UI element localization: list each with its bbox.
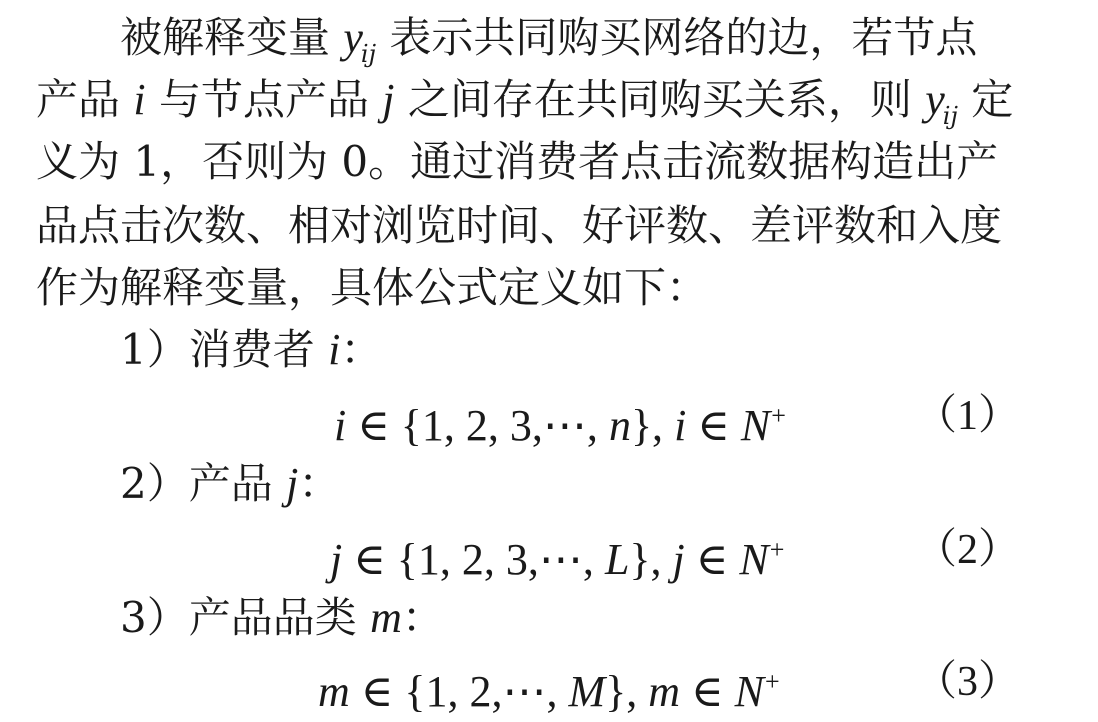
paragraph-line-2 xyxy=(36,70,1013,130)
eq-in: ∈ xyxy=(686,401,741,450)
var-m: m xyxy=(370,593,402,642)
eq-plus-superscript: + xyxy=(769,535,785,564)
eq-var: m xyxy=(318,667,350,716)
eq-set-last: n xyxy=(608,401,631,450)
text: 定 xyxy=(957,75,1014,124)
text: ： xyxy=(401,593,444,642)
subscript-ij: ij xyxy=(942,102,958,130)
eq-var: j xyxy=(330,535,343,584)
var-i: i xyxy=(328,325,341,374)
equation-1 xyxy=(334,386,786,450)
var-i: i xyxy=(133,75,146,124)
equation-2 xyxy=(330,520,785,584)
equation-number-3: （3） xyxy=(914,659,1020,705)
text: 产品 xyxy=(36,75,134,124)
eq-naturals: N xyxy=(739,535,769,584)
item-3-label xyxy=(120,588,444,648)
text: 被解释变量 xyxy=(120,13,344,62)
eq-plus-superscript: + xyxy=(764,667,780,696)
paragraph-line-1 xyxy=(120,8,977,68)
item-1-label xyxy=(120,320,382,380)
var-j: j xyxy=(382,75,395,124)
paragraph-line-3: 义为 1，否则为 0。通过消费者点击流数据构造出产 xyxy=(36,137,999,186)
eq-naturals: N xyxy=(734,667,764,716)
var-j: j xyxy=(286,459,299,508)
text: 1）消费者 xyxy=(120,325,329,374)
eq-set-close: }, xyxy=(605,667,649,716)
eq-set-close: }, xyxy=(630,401,675,450)
eq-set-open: ∈ {1, 2,⋯, xyxy=(349,667,569,716)
eq-in: ∈ xyxy=(680,667,735,716)
eq-set-close: }, xyxy=(629,535,673,584)
eq-var: i xyxy=(334,401,347,450)
text: 表示共同购买网络的边，若节点 xyxy=(376,13,978,62)
eq-set-last: L xyxy=(604,535,630,584)
eq-naturals: N xyxy=(740,401,771,450)
var-y: y xyxy=(925,75,945,124)
equation-3 xyxy=(318,652,780,716)
text: ： xyxy=(298,459,341,508)
text: ： xyxy=(340,325,383,374)
eq-var: i xyxy=(674,401,687,450)
text: 之间存在共同购买关系，则 xyxy=(394,75,926,124)
text: 2）产品 xyxy=(120,459,287,508)
text: 与节点产品 xyxy=(145,75,383,124)
eq-var: m xyxy=(648,667,681,716)
eq-set-open: ∈ {1, 2, 3,⋯, xyxy=(342,535,605,584)
eq-set-open: ∈ {1, 2, 3,⋯, xyxy=(346,401,609,450)
var-y: y xyxy=(343,13,363,62)
subscript-ij: ij xyxy=(360,40,377,68)
eq-plus-superscript: + xyxy=(771,401,786,430)
item-2-label xyxy=(120,454,340,514)
eq-set-last: M xyxy=(568,667,606,716)
equation-number-1: （1） xyxy=(914,393,1020,439)
text: 3）产品品类 xyxy=(120,593,371,642)
equation-number-2: （2） xyxy=(914,527,1020,573)
paragraph-line-4: 品点击次数、相对浏览时间、好评数、差评数和入度 xyxy=(36,201,1003,250)
eq-in: ∈ xyxy=(684,535,740,584)
paragraph-line-5: 作为解释变量，具体公式定义如下： xyxy=(36,263,709,312)
eq-var: j xyxy=(672,535,685,584)
